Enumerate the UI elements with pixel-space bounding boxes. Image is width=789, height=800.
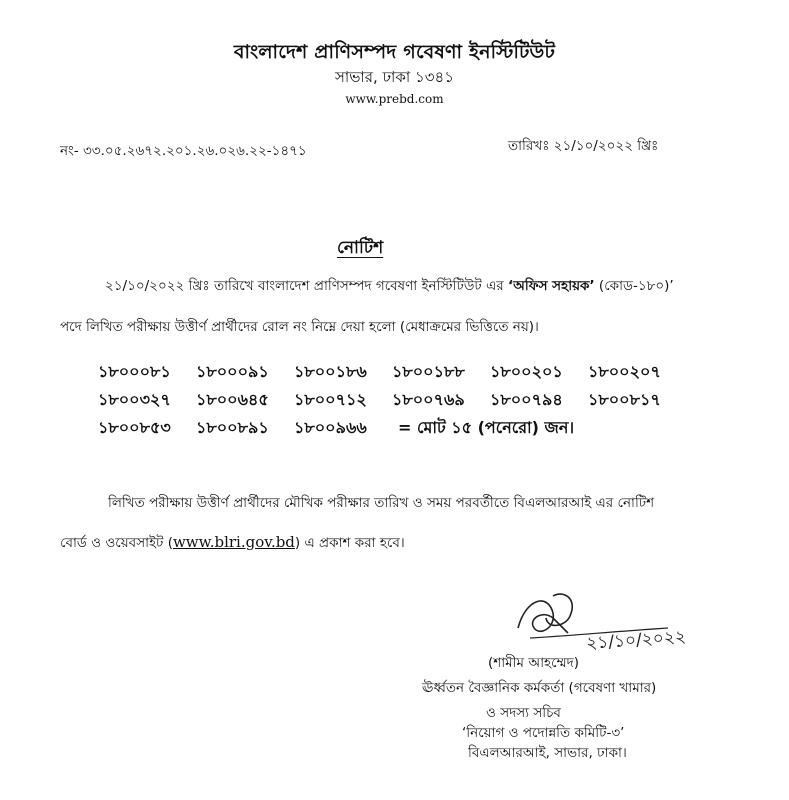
roll-number: ১৮০০২০১ bbox=[490, 361, 563, 381]
para2-prefix: বোর্ড ও ওয়েবসাইট ( bbox=[60, 535, 173, 551]
roll-number: ১৮০০৭৬৯ bbox=[392, 389, 465, 409]
signatory-role: ও সদস্য সচিব bbox=[486, 705, 561, 721]
organization-name: বাংলাদেশ প্রাণিসম্পদ গবেষণা ইনস্টিটিউট bbox=[233, 41, 556, 63]
signature-image bbox=[508, 588, 708, 658]
notice-paragraph-1-line-1 bbox=[105, 275, 674, 298]
notice-paragraph-1-line-2: পদে লিখিত পরীক্ষায় উত্তীর্ণ প্রার্থীদের রোল নং নিম্নে দেয়া হলো (মেধাক্রমের ভিত্তিতে নয়)। bbox=[60, 319, 539, 335]
notice-paragraph-2-line-2 bbox=[60, 532, 405, 555]
notice-heading: নোটিশ bbox=[337, 238, 384, 258]
roll-row bbox=[98, 386, 718, 414]
roll-row bbox=[98, 414, 718, 442]
roll-number: ১৮০০১৮৬ bbox=[294, 361, 367, 381]
organization-address: সাভার, ঢাকা ১৩৪১ bbox=[335, 68, 454, 86]
roll-number: ১৮০০০৮১ bbox=[98, 361, 171, 381]
roll-number: ১৮০০৭৯৪ bbox=[490, 389, 563, 409]
roll-number: ১৮০০০৯১ bbox=[196, 361, 269, 381]
para1-intro: ২১/১০/২০২২ খ্রিঃ তারিখে বাংলাদেশ প্রাণিসম্পদ গবেষণা ইনস্টিটিউট এর bbox=[105, 278, 509, 294]
notice-paragraph-2-line-1: লিখিত পরীক্ষায় উত্তীর্ণ প্রার্থীদের মৌখিক পরীক্ষার তারিখ ও সময় পরবর্তীতে বিএলআরআই এর নোটিশ bbox=[108, 495, 655, 511]
signatory-designation: ঊর্ধ্বতন বৈজ্ঞানিক কর্মকর্তা (গবেষণা খামার) bbox=[422, 680, 657, 696]
roll-number: ১৮০০৮১৭ bbox=[588, 389, 661, 409]
signatory-name: (শামীম আহম্মেদ) bbox=[488, 655, 579, 671]
roll-number: ১৮০০৩২৭ bbox=[98, 389, 171, 409]
roll-number: ১৮০০৮৯১ bbox=[196, 417, 269, 437]
roll-number: ১৮০০৬৪৫ bbox=[196, 389, 269, 409]
post-code: (কোড-১৮০)’ bbox=[594, 278, 674, 294]
roll-number: ১৮০০৭১২ bbox=[294, 389, 367, 409]
roll-number: ১৮০০৯৬৬ bbox=[294, 417, 367, 437]
para2-suffix: ) এ প্রকাশ করা হবে। bbox=[294, 535, 405, 551]
signature-date: ২১/১০/২০২২ bbox=[585, 626, 687, 654]
roll-number: ১৮০০২০৭ bbox=[588, 361, 661, 381]
post-title: ‘অফিস সহায়ক’ bbox=[508, 278, 595, 294]
roll-number: ১৮০০৮৫৩ bbox=[98, 417, 171, 437]
memo-number: নং- ৩৩.০৫.২৬৭২.২০১.২৬.০২৬.২২-১৪৭১ bbox=[60, 143, 307, 159]
blri-website-link[interactable]: www.blri.gov.bd bbox=[172, 533, 295, 551]
roll-number-list bbox=[98, 358, 718, 442]
notice-date: তারিখঃ ২১/১০/২০২২ খ্রিঃ bbox=[508, 138, 659, 154]
roll-number: ১৮০০১৮৮ bbox=[392, 361, 465, 381]
signatory-office: বিএলআরআই, সাভার, ঢাকা। bbox=[468, 745, 627, 761]
organization-website: www.prebd.com bbox=[345, 92, 444, 106]
signatory-committee: ‘নিয়োগ ও পদোন্নতি কমিটি-৩’ bbox=[462, 725, 625, 741]
roll-row bbox=[98, 358, 718, 386]
total-candidates: = মোট ১৫ (পনেরো) জন। bbox=[398, 417, 575, 437]
